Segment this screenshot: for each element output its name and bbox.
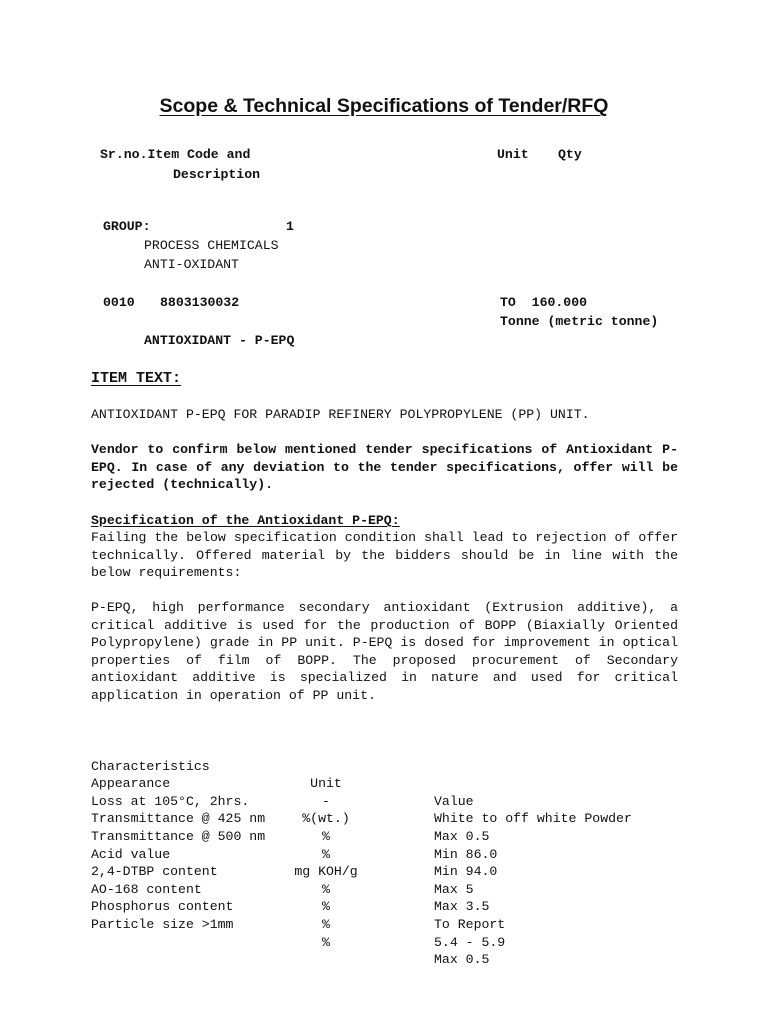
spec-characteristic: Particle size >1mm xyxy=(91,916,234,932)
spec-unit: mg KOH/g xyxy=(294,864,358,880)
page-title: Scope & Technical Specifications of Tender/RFQ xyxy=(159,95,609,117)
spec-value: Max 0.5 xyxy=(434,952,490,968)
spec-value: Max 5 xyxy=(434,881,474,897)
header-spec-unit: Unit xyxy=(310,776,342,792)
group-number: 1 xyxy=(286,219,294,234)
spec-unit: % xyxy=(322,916,330,932)
spec-characteristic: Phosphorus content xyxy=(91,899,234,915)
spec-paragraph: Failing the below specification condition shall lead to rejection of offer technically. Offered material by the bidders should be in line with the below requirements: xyxy=(91,530,678,581)
spec-value: Max 0.5 xyxy=(434,828,490,844)
spec-value: To Report xyxy=(434,916,506,932)
spec-characteristic: Appearance xyxy=(91,776,171,792)
spec-characteristic: 2,4-DTBP content xyxy=(91,864,218,880)
group-line-2: ANTI-OXIDANT xyxy=(144,257,239,272)
header-unit: Unit xyxy=(497,147,529,162)
spec-heading: Specification of the Antioxidant P-EPQ: xyxy=(91,513,400,528)
header-value: Value xyxy=(434,793,474,809)
product-description: P-EPQ, high performance secondary antioxidant (Extrusion additive), a critical additive is used for the production of BOPP (Biaxially Oriented Polypropylene) grade in PP unit. P-EPQ is dosed for improvement in optical properties of film of BOPP. The proposed procurement of Secondary antioxidant additive is specialized in nature and used for critical application in operation of PP unit. xyxy=(91,600,678,703)
group-line-1: PROCESS CHEMICALS xyxy=(144,238,279,253)
spec-unit: % xyxy=(322,846,330,862)
spec-characteristic: Transmittance @ 500 nm xyxy=(91,828,266,844)
spec-value: Min 94.0 xyxy=(434,864,498,880)
header-description: Description xyxy=(173,167,261,182)
spec-value: 5.4 - 5.9 xyxy=(434,934,506,950)
spec-value: White to off white Powder xyxy=(434,811,632,827)
item-text-intro: ANTIOXIDANT P-EPQ FOR PARADIP REFINERY POLYPROPYLENE (PP) UNIT. xyxy=(91,407,590,422)
spec-characteristic: Loss at 105°C, 2hrs. xyxy=(91,793,250,809)
header-qty: Qty xyxy=(558,147,582,162)
spec-value: Max 3.5 xyxy=(434,899,490,915)
spec-characteristic: Acid value xyxy=(91,846,171,862)
header-item-code: Sr.no.Item Code and xyxy=(100,147,251,162)
spec-unit: % xyxy=(322,881,330,897)
spec-unit: % xyxy=(322,828,330,844)
spec-characteristic: AO-168 content xyxy=(91,881,202,897)
vendor-note: Vendor to confirm below mentioned tender specifications of Antioxidant P-EPQ. In case of any deviation to the tender specifications, offer will be rejected (technically). xyxy=(91,442,678,493)
group-label: GROUP: xyxy=(103,219,151,234)
item-name: ANTIOXIDANT - P-EPQ xyxy=(144,333,295,348)
header-characteristics: Characteristics xyxy=(91,758,210,774)
item-text-heading: ITEM TEXT: xyxy=(91,370,182,387)
item-unit-desc: Tonne (metric tonne) xyxy=(500,314,659,329)
item-code: 8803130032 xyxy=(160,295,240,310)
spec-characteristic: Transmittance @ 425 nm xyxy=(91,811,266,827)
item-srno: 0010 xyxy=(103,295,135,310)
item-unit-qty: TO 160.000 xyxy=(500,295,588,310)
spec-table xyxy=(91,740,632,968)
spec-unit: % xyxy=(322,899,330,915)
spec-unit: - xyxy=(322,793,330,809)
spec-unit: %(wt.) xyxy=(302,811,350,827)
spec-value: Min 86.0 xyxy=(434,846,498,862)
spec-unit: % xyxy=(322,934,330,950)
